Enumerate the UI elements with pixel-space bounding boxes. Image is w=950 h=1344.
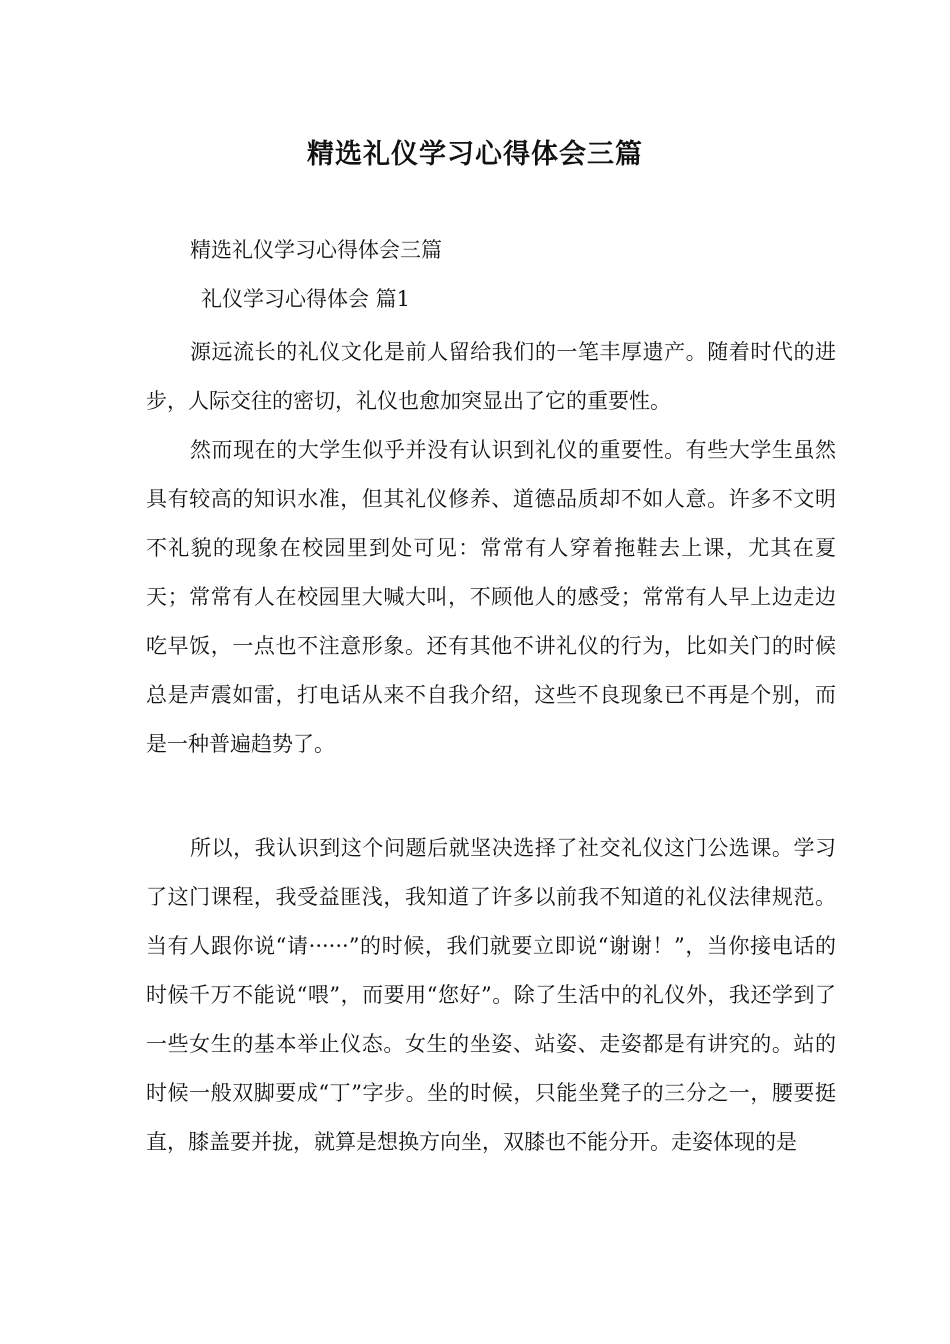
document-subtitle: 精选礼仪学习心得体会三篇 [190,238,442,262]
document-title: 精选礼仪学习心得体会三篇 [307,139,643,170]
paragraph-3: 所以，我认识到这个问题后就坚决选择了社交礼仪这门公选课。学习了这门课程，我受益匪浅，我知道了许多以前我不知道的礼仪法律规范。当有人跟你说“请······”的时候，我们就要立即说“谢谢！”，当你接电话的时候千万不能说“喂”，而要用“您好”。除了生活中的礼仪外，我还学到了一些女生的基本举止仪态。女生的坐姿、站姿、走姿都是有讲究的。站的时候一般双脚要成“丁”字步。坐的时候，只能坐凳子的三分之一，腰要挺直，膝盖要并拢，就算是想换方向坐，双膝也不能分开。走姿体现的是 [146,836,836,1154]
paragraph-2: 然而现在的大学生似乎并没有认识到礼仪的重要性。有些大学生虽然具有较高的知识水准，但其礼仪修养、道德品质却不如人意。许多不文明不礼貌的现象在校园里到处可见：常常有人穿着拖鞋去上课，尤其在夏天；常常有人在校园里大喊大叫，不顾他人的感受；常常有人早上边走边吃早饭，一点也不注意形象。还有其他不讲礼仪的行为，比如关门的时候总是声震如雷，打电话从来不自我介绍，这些不良现象已不再是个别，而是一种普遍趋势了。 [146,438,836,756]
paragraph-1: 源远流长的礼仪文化是前人留给我们的一笔丰厚遗产。随着时代的进步，人际交往的密切，礼仪也愈加突显出了它的重要性。 [146,340,836,413]
section-heading: 礼仪学习心得体会 篇1 [201,287,411,311]
